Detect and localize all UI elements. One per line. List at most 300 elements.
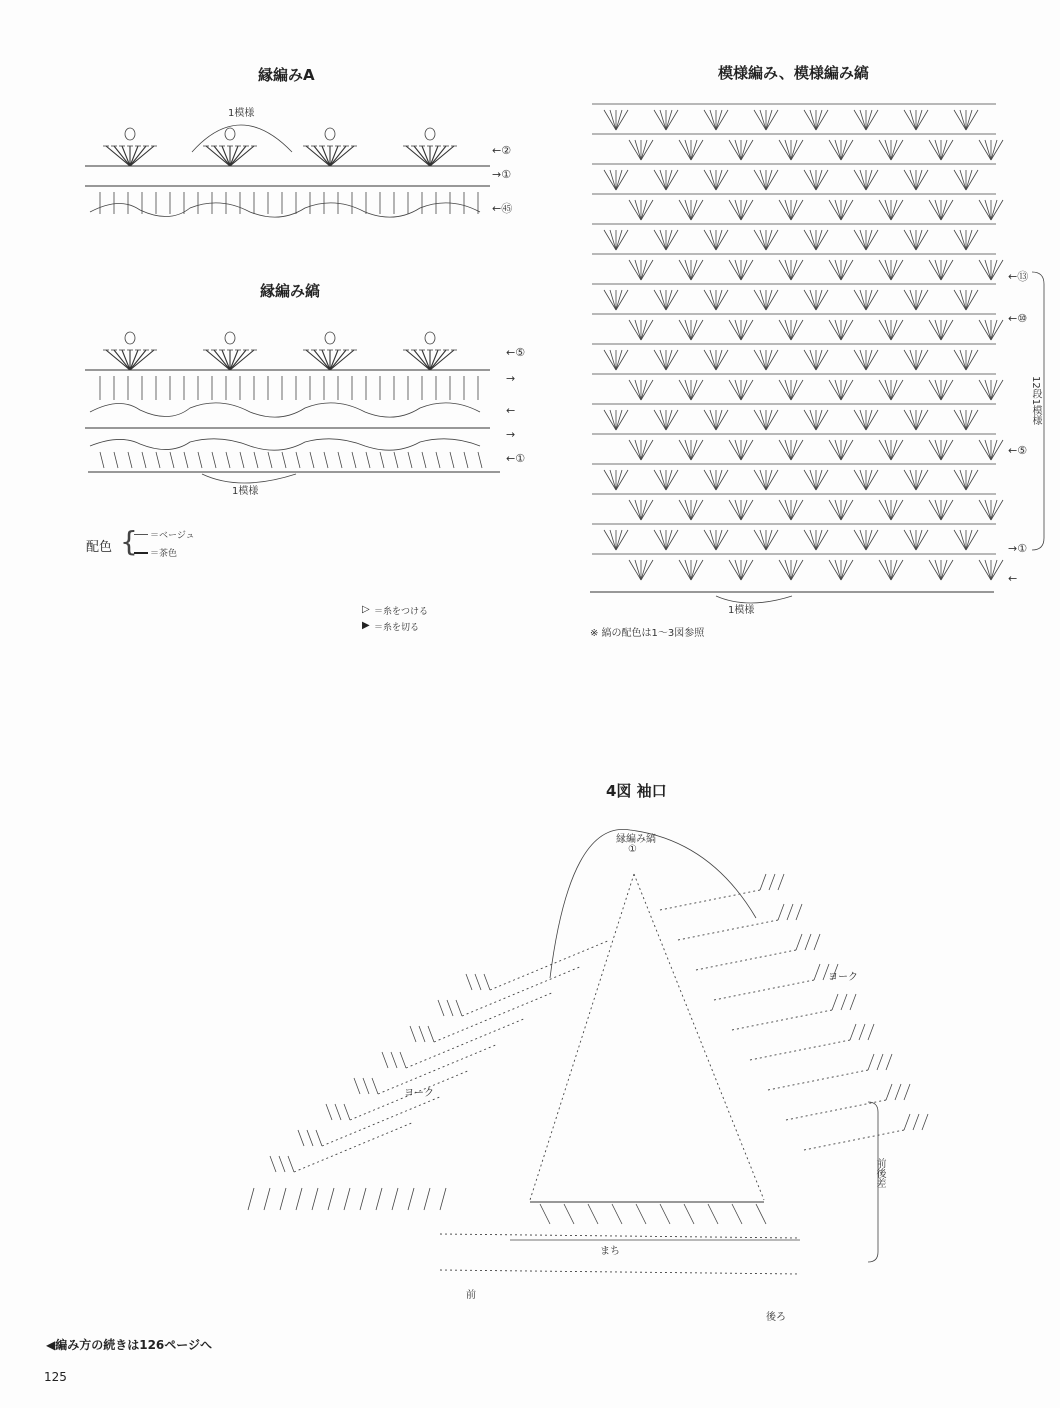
pattern-stitch xyxy=(966,470,972,490)
edging-stripe-fan-stitch xyxy=(214,350,230,370)
pattern-stitch xyxy=(716,530,722,550)
pattern-stitch xyxy=(735,440,741,460)
pattern-stitch xyxy=(885,380,891,400)
edging-stripe-v xyxy=(366,452,370,468)
attach-yarn-label: ＝糸をつける xyxy=(374,607,429,617)
pattern-stitch xyxy=(841,200,853,220)
pattern-stitch xyxy=(991,440,997,460)
edging-stripe-v xyxy=(156,452,160,468)
figure4-left-stitch xyxy=(466,974,472,990)
pattern-stitch xyxy=(885,260,891,280)
pattern-stitch xyxy=(835,260,841,280)
pattern-stitch xyxy=(941,200,953,220)
pattern-stitch xyxy=(704,110,716,130)
pattern-stitch xyxy=(616,110,622,130)
pattern-stitch xyxy=(616,530,628,550)
pattern-stitch xyxy=(835,500,841,520)
pattern-stitch xyxy=(679,140,691,160)
pattern-stitch xyxy=(916,230,928,250)
edging-a-fan-stitch xyxy=(314,146,330,166)
pattern-stitch xyxy=(985,260,991,280)
edging-stripe-row-3: ← xyxy=(506,404,516,417)
pattern-stitch xyxy=(860,170,866,190)
figure4-right-connector xyxy=(678,920,778,940)
pattern-stitch xyxy=(904,530,916,550)
pattern-stitch xyxy=(816,530,828,550)
edging-stripe-v xyxy=(184,452,188,468)
pattern-stitch xyxy=(666,170,678,190)
edging-a-fan-picot xyxy=(225,128,235,140)
pattern-stitch xyxy=(616,170,628,190)
edging-stripe-v xyxy=(338,452,342,468)
pattern-stitch xyxy=(885,200,891,220)
pattern-stitch xyxy=(679,260,691,280)
pattern-stitch xyxy=(610,290,616,310)
pattern-stitch xyxy=(904,170,916,190)
pattern-stitch xyxy=(691,320,697,340)
figure4-bottom-stitch xyxy=(708,1204,718,1224)
pattern-stitch xyxy=(729,560,741,580)
pattern-stitch xyxy=(829,440,841,460)
edging-stripe-v xyxy=(142,452,146,468)
figure4-right-stitch xyxy=(796,904,802,920)
pattern-stitch xyxy=(741,140,747,160)
pattern-stitch xyxy=(785,560,791,580)
pattern-stitch xyxy=(685,320,691,340)
pattern-stitch xyxy=(666,350,672,370)
pattern-stitch xyxy=(691,260,697,280)
pattern-stitch xyxy=(991,200,997,220)
pattern-stitch xyxy=(691,440,703,460)
pattern-stitch xyxy=(641,380,653,400)
pattern-stitch xyxy=(791,140,797,160)
pattern-stitch xyxy=(616,530,622,550)
pattern-stitch xyxy=(916,350,922,370)
figure4-left-stitch xyxy=(382,1052,388,1068)
edging-stripe-fan-picot xyxy=(225,332,235,344)
pattern-stitch xyxy=(810,350,816,370)
pattern-stitch xyxy=(841,380,847,400)
pattern-stitch xyxy=(704,530,716,550)
edging-stripe-v xyxy=(464,452,468,468)
pattern-stitch xyxy=(635,560,641,580)
pattern-stitch xyxy=(716,170,728,190)
pattern-stitch xyxy=(985,140,991,160)
pattern-stitch xyxy=(979,560,991,580)
figure4-left-base-stitch xyxy=(328,1188,334,1210)
pattern-stitch xyxy=(716,110,728,130)
pattern-stitch xyxy=(616,230,622,250)
pattern-stitch xyxy=(966,290,978,310)
pattern-stitch xyxy=(810,230,816,250)
pattern-stitch xyxy=(816,350,822,370)
pattern-stitch xyxy=(666,230,672,250)
figure4-right-stitch xyxy=(850,994,856,1010)
pattern-stitch xyxy=(610,230,616,250)
figure4-bottom-stitch xyxy=(564,1204,574,1224)
pattern-stitch xyxy=(679,200,691,220)
pattern-stitch xyxy=(741,140,753,160)
pattern-stitch xyxy=(804,470,816,490)
pattern-stitch xyxy=(741,560,747,580)
figure4-bottom-stitch xyxy=(684,1204,694,1224)
figure4-left-stitch xyxy=(316,1130,322,1146)
edging-a-row-45: ←㊺ xyxy=(492,202,513,215)
pattern-stitch xyxy=(754,470,766,490)
pattern-stitch xyxy=(654,470,666,490)
pattern-stitch xyxy=(835,200,841,220)
pattern-stitch xyxy=(991,560,997,580)
pattern-stitch xyxy=(785,260,791,280)
pattern-stitch xyxy=(729,140,741,160)
pattern-stitch xyxy=(816,350,828,370)
pattern-stitch xyxy=(729,440,741,460)
pattern-stitch xyxy=(716,530,728,550)
pattern-stitch xyxy=(866,350,872,370)
figure4-right-stitch xyxy=(778,874,784,890)
continuation-note: ◀編み方の続きは126ページへ xyxy=(46,1338,213,1352)
edging-a-fan-stitch xyxy=(414,146,430,166)
pattern-stitch xyxy=(766,170,772,190)
pattern-stitch xyxy=(791,440,797,460)
figure4-right-stitch xyxy=(868,1024,874,1040)
pattern-stitch xyxy=(866,230,872,250)
pattern-stitch xyxy=(760,350,766,370)
pattern-stitch xyxy=(704,170,716,190)
pattern-stitch xyxy=(866,530,878,550)
pattern-stitch xyxy=(729,500,741,520)
pattern-stitch xyxy=(916,530,928,550)
pattern-stitch xyxy=(766,110,772,130)
figure4-right-connector xyxy=(786,1100,886,1120)
pattern-stitch xyxy=(766,410,772,430)
figure4-right-stitch xyxy=(778,904,784,920)
figure4-right-connector xyxy=(732,1010,832,1030)
pattern-stitch xyxy=(941,560,947,580)
pattern-side-label: 12段1模様 xyxy=(1030,376,1041,426)
pattern-stitch xyxy=(716,470,728,490)
pattern-stitch xyxy=(666,470,672,490)
pattern-stitch xyxy=(904,470,916,490)
figure4-right-connector xyxy=(804,1130,904,1150)
pattern-stitch xyxy=(729,200,741,220)
pattern-stitch xyxy=(641,260,647,280)
pattern-stitch xyxy=(891,440,897,460)
figure4-left-connector xyxy=(462,966,582,1016)
pattern-stitch xyxy=(960,470,966,490)
figure4-left-stitch xyxy=(288,1156,294,1172)
pattern-stitch xyxy=(616,410,628,430)
pattern-stitch xyxy=(904,410,916,430)
figure4-right-stitch xyxy=(886,1084,892,1100)
pattern-stitch xyxy=(604,350,616,370)
pattern-stitch xyxy=(760,110,766,130)
pattern-stitch xyxy=(841,320,847,340)
figure4-left-stitch xyxy=(419,1026,425,1042)
cut-yarn-label: ＝糸を切る xyxy=(374,623,420,633)
edging-stripe-fan-picot xyxy=(325,332,335,344)
color-legend xyxy=(86,526,246,566)
pattern-row-5: ←⑤ xyxy=(1008,444,1028,457)
pattern-stitch xyxy=(960,110,966,130)
figure4-right-stitch xyxy=(805,934,811,950)
pattern-stitch xyxy=(885,500,891,520)
pattern-stitch xyxy=(691,500,697,520)
pattern-stitch xyxy=(691,440,697,460)
pattern-stitch xyxy=(816,290,822,310)
figure4-left-stitch xyxy=(298,1130,304,1146)
figure4-yoke-right: ヨーク xyxy=(828,972,858,983)
pattern-stitch xyxy=(841,500,853,520)
pattern-stitch xyxy=(929,440,941,460)
pattern-stitch xyxy=(935,140,941,160)
pattern-stitch xyxy=(679,440,691,460)
pattern-stitch xyxy=(891,560,897,580)
pattern-stitch xyxy=(735,500,741,520)
pattern-stitch xyxy=(604,530,616,550)
pattern-stitch xyxy=(891,200,897,220)
pattern-stitch xyxy=(810,410,816,430)
pattern-stitch xyxy=(741,380,747,400)
figure4-right-stitch xyxy=(850,1024,856,1040)
pattern-stitch xyxy=(891,200,903,220)
pattern-stitch xyxy=(841,440,853,460)
pattern-stitch xyxy=(854,230,866,250)
pattern-stitch xyxy=(991,140,997,160)
edging-a-repeat-label: 1模様 xyxy=(228,108,255,119)
pattern-stitch xyxy=(791,140,803,160)
edging-stripe-v xyxy=(170,452,174,468)
pattern-stitch xyxy=(716,410,722,430)
pattern-stitch xyxy=(804,230,816,250)
figure4-left-stitch xyxy=(279,1156,285,1172)
pattern-stitch xyxy=(666,410,678,430)
edging-stripe-fan-stitch xyxy=(230,350,246,370)
pattern-stitch xyxy=(879,440,891,460)
pattern-stitch xyxy=(829,560,841,580)
figure4-left-stitch xyxy=(372,1078,378,1094)
pattern-stitch xyxy=(635,140,641,160)
edging-stripe-v xyxy=(128,452,132,468)
pattern-stitch xyxy=(760,410,766,430)
figure4-sleeve-diagram xyxy=(240,820,880,1300)
pattern-stitch xyxy=(716,410,728,430)
pattern-stitch xyxy=(654,530,666,550)
pattern-stitch xyxy=(691,560,703,580)
pattern-stitch xyxy=(866,290,872,310)
pattern-stitch xyxy=(791,500,797,520)
edging-a-fan-stitch xyxy=(114,146,130,166)
pattern-stitch xyxy=(666,410,672,430)
pattern-stitch xyxy=(904,350,916,370)
pattern-stitch xyxy=(891,260,897,280)
cut-yarn-icon: ▶ xyxy=(362,620,370,631)
figure4-right-stitch xyxy=(913,1114,919,1130)
pattern-stitch xyxy=(910,470,916,490)
pattern-stitch xyxy=(779,380,791,400)
pattern-stitch xyxy=(604,110,616,130)
pattern-stitch xyxy=(741,560,753,580)
pattern-stitch xyxy=(660,110,666,130)
pattern-stitch xyxy=(604,410,616,430)
pattern-stitch xyxy=(966,470,978,490)
pattern-stitch xyxy=(629,260,641,280)
pattern-stitch xyxy=(610,530,616,550)
pattern-stitch xyxy=(779,140,791,160)
pattern-stitch xyxy=(804,410,816,430)
pattern-stitch xyxy=(891,560,903,580)
pattern-stitch xyxy=(829,380,841,400)
pattern-stitch xyxy=(966,170,978,190)
pattern-stitch xyxy=(991,500,997,520)
figure4-left-stitch xyxy=(410,1026,416,1042)
pattern-stitch xyxy=(941,560,953,580)
pattern-stitch xyxy=(816,530,822,550)
edging-stripe-fan-picot xyxy=(425,332,435,344)
pattern-stitch xyxy=(985,200,991,220)
pattern-stitch xyxy=(916,470,928,490)
color-brown-label: ＝茶色 xyxy=(150,549,178,559)
pattern-stitch xyxy=(979,500,991,520)
pattern-stitch xyxy=(891,500,897,520)
pattern-stitch xyxy=(860,230,866,250)
edging-a-title: 縁編みA xyxy=(258,66,315,84)
pattern-stitch xyxy=(841,440,847,460)
pattern-stitch xyxy=(854,350,866,370)
attach-yarn-icon: ▷ xyxy=(362,604,370,615)
pattern-stitch xyxy=(866,530,872,550)
pattern-stitch xyxy=(835,140,841,160)
pattern-stitch xyxy=(916,290,928,310)
figure4-right-connector xyxy=(768,1070,868,1090)
pattern-stitch xyxy=(891,500,903,520)
pattern-stitch xyxy=(960,350,966,370)
pattern-stitch xyxy=(816,410,828,430)
pattern-stitch xyxy=(779,320,791,340)
pattern-stitch xyxy=(666,470,678,490)
pattern-stitch xyxy=(954,230,966,250)
pattern-stitch xyxy=(935,320,941,340)
edging-stripe-title: 縁編み縞 xyxy=(260,282,321,300)
pattern-stitch xyxy=(716,350,722,370)
pattern-stitch xyxy=(641,320,653,340)
pattern-stitch xyxy=(791,260,803,280)
pattern-stitch xyxy=(910,350,916,370)
pattern-stitch xyxy=(991,380,1003,400)
pattern-stitch xyxy=(935,440,941,460)
pattern-stitch xyxy=(635,440,641,460)
pattern-stitch xyxy=(935,260,941,280)
pattern-stitch xyxy=(716,110,722,130)
pattern-stitch xyxy=(866,470,878,490)
figure4-right-stitch xyxy=(895,1084,901,1100)
pattern-stitch xyxy=(635,380,641,400)
pattern-stitch xyxy=(741,500,753,520)
pattern-stitch xyxy=(616,350,622,370)
pattern-stitch xyxy=(666,290,678,310)
pattern-stitch xyxy=(841,260,853,280)
pattern-stitch xyxy=(754,230,766,250)
figure4-left-base-stitch xyxy=(344,1188,350,1210)
pattern-stitch xyxy=(610,410,616,430)
figure4-bottom-stitch xyxy=(732,1204,742,1224)
edging-a-chart xyxy=(80,100,500,230)
pattern-stitch xyxy=(791,440,803,460)
figure4-left-stitch xyxy=(335,1104,341,1120)
pattern-stitch xyxy=(785,200,791,220)
edging-a-row-2: ←② xyxy=(492,144,512,157)
pattern-stitch xyxy=(629,140,641,160)
pattern-stitch xyxy=(616,350,628,370)
pattern-stitch xyxy=(760,230,766,250)
pattern-stitch xyxy=(660,530,666,550)
figure4-left-base-stitch xyxy=(376,1188,382,1210)
pattern-stitch xyxy=(766,470,772,490)
pattern-stitch xyxy=(816,110,828,130)
pattern-stitch xyxy=(960,170,966,190)
figure4-top-marker: ① xyxy=(628,844,637,855)
pattern-stitch xyxy=(854,290,866,310)
page-number: 125 xyxy=(44,1370,67,1384)
pattern-stitch xyxy=(641,200,647,220)
pattern-stitch xyxy=(891,380,903,400)
pattern-stitch xyxy=(641,560,653,580)
edging-stripe-v xyxy=(198,452,202,468)
figure4-left-stitch xyxy=(344,1104,350,1120)
pattern-stitch xyxy=(710,350,716,370)
pattern-stitch xyxy=(616,110,628,130)
pattern-stitch xyxy=(929,320,941,340)
edging-stripe-fan-stitch xyxy=(330,350,346,370)
pattern-stitch xyxy=(960,530,966,550)
figure4-left-stitch xyxy=(326,1104,332,1120)
pattern-stitch xyxy=(716,170,722,190)
pattern-stitch xyxy=(810,470,816,490)
edging-stripe-fan-stitch xyxy=(314,350,330,370)
pattern-stitch xyxy=(735,260,741,280)
pattern-stitch xyxy=(841,200,847,220)
pattern-stitch xyxy=(666,530,678,550)
pattern-stitch xyxy=(760,530,766,550)
figure4-left-base-stitch xyxy=(280,1188,286,1210)
figure4-left-stitch xyxy=(391,1052,397,1068)
pattern-stitch xyxy=(816,170,828,190)
figure4-left-stitch xyxy=(307,1130,313,1146)
pattern-stitch xyxy=(629,200,641,220)
pattern-stitch xyxy=(804,290,816,310)
pattern-stitch xyxy=(941,320,953,340)
pattern-stitch xyxy=(691,500,703,520)
pattern-stitch xyxy=(966,230,972,250)
pattern-stitch xyxy=(616,290,628,310)
edging-stripe-fan-stitch xyxy=(114,350,130,370)
pattern-stitch xyxy=(810,170,816,190)
pattern-stitch xyxy=(654,350,666,370)
pattern-stitch xyxy=(716,470,722,490)
pattern-stitch xyxy=(785,320,791,340)
figure4-right-connector xyxy=(714,980,814,1000)
pattern-stitch xyxy=(666,110,678,130)
pattern-stitch xyxy=(654,290,666,310)
pattern-stitch xyxy=(604,290,616,310)
figure4-right-stitch xyxy=(904,1084,910,1100)
pattern-stitch xyxy=(710,230,716,250)
edging-stripe-fan-stitch xyxy=(430,350,446,370)
edging-a-fan-stitch xyxy=(430,146,446,166)
pattern-stitch xyxy=(954,470,966,490)
pattern-stitch xyxy=(979,200,991,220)
pattern-stitch xyxy=(979,380,991,400)
